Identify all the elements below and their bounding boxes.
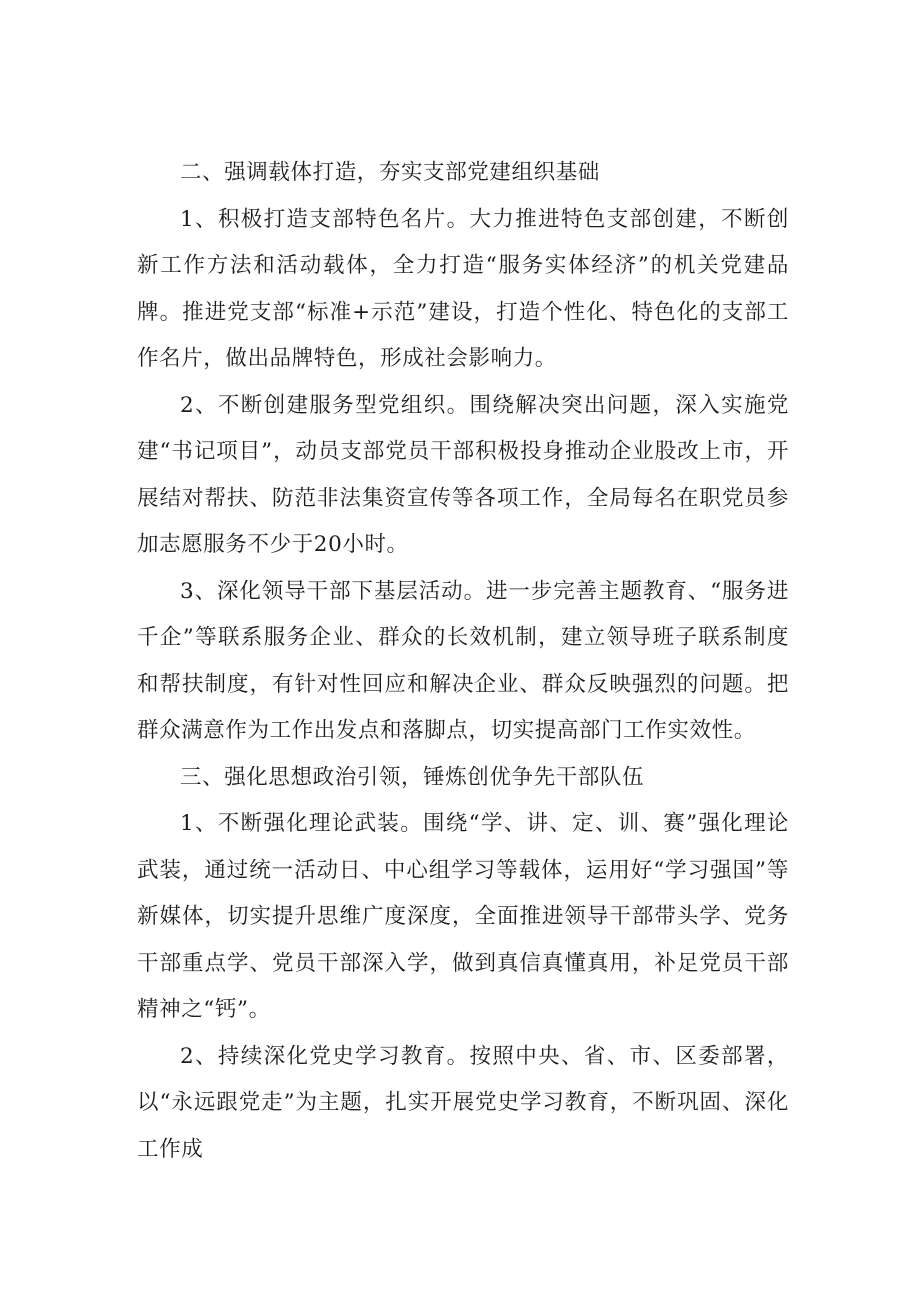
section-heading-two: 二、强调载体打造，夯实支部党建组织基础 bbox=[180, 160, 600, 185]
paragraph-theory-study: 1、不断强化理论武装。围绕“学、讲、定、训、赛”强化理论武装，通过统一活动日、中心组学习等载体，运用好“学习强国”等新媒体，切实提升思维广度深度，全面推进领导干部带头学、党务干部重点学、党员干部深入学，做到真信真懂真用，补足党员干部精神之“钙”。 bbox=[137, 811, 789, 1022]
document-body bbox=[137, 150, 789, 1173]
paragraph-branch-brand: 1、积极打造支部特色名片。大力推进特色支部创建，不断创新工作方法和活动载体，全力打造“服务实体经济”的机关党建品牌。推进党支部“标准+示范”建设，打造个性化、特色化的支部工作名片，做出品牌特色，形成社会影响力。 bbox=[137, 206, 789, 371]
paragraph-party-history: 2、持续深化党史学习教育。按照中央、省、市、区委部署，以“永远跟党走”为主题，扎实开展党史学习教育，不断巩固、深化工作成 bbox=[137, 1043, 789, 1162]
paragraph-service-party-org: 2、不断创建服务型党组织。围绕解决突出问题，深入实施党建“书记项目”，动员支部党员干部积极投身推动企业股改上市，开展结对帮扶、防范非法集资宣传等各项工作，全局每名在职党员参加志愿服务不少于20小时。 bbox=[137, 392, 789, 557]
section-heading-three: 三、强化思想政治引领，锤炼创优争先干部队伍 bbox=[180, 764, 645, 790]
paragraph-leaders-grassroots: 3、深化领导干部下基层活动。进一步完善主题教育、“服务进千企”等联系服务企业、群众的长效机制，建立领导班子联系制度和帮扶制度，有针对性回应和解决企业、群众反映强烈的问题。把群众满意作为工作出发点和落脚点，切实提高部门工作实效性。 bbox=[137, 578, 789, 743]
